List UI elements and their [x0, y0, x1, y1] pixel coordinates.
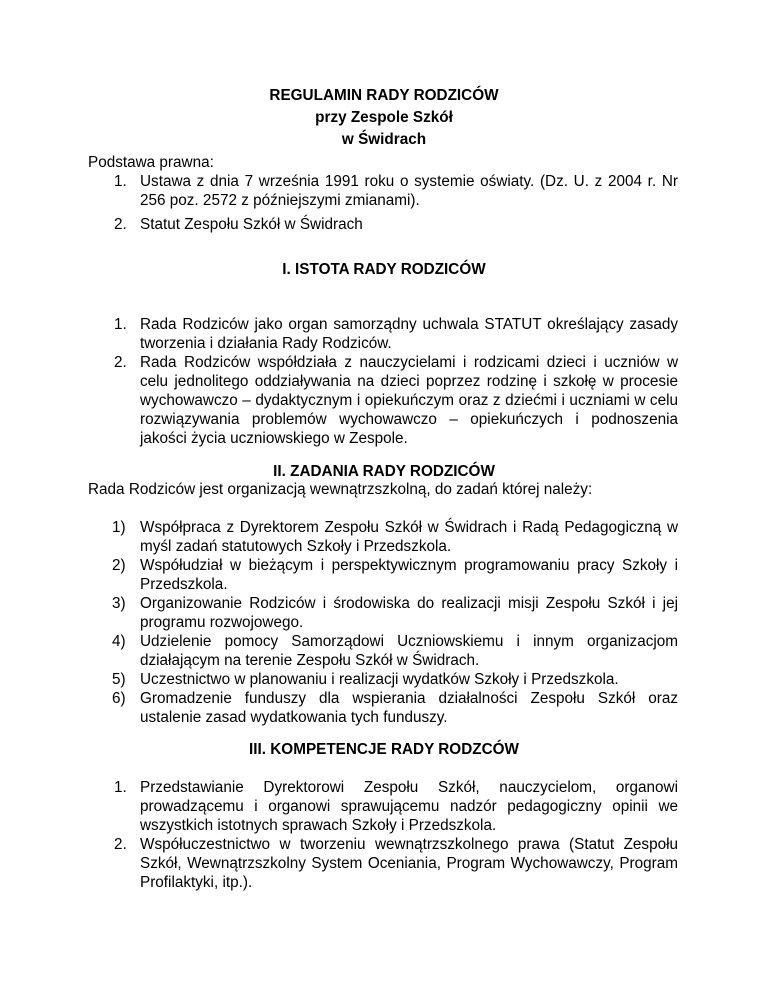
list-item-text: Ustawa z dnia 7 września 1991 roku o systemie oświaty. (Dz. U. z 2004 r. Nr 256 poz. 2572 z późniejszymi zmianami). [140, 173, 678, 209]
section-2-list [88, 518, 678, 727]
list-item [88, 778, 678, 835]
document-subtitle: przy Zespole Szkół [315, 109, 453, 126]
list-item-number: 6) [112, 690, 126, 707]
list-item [88, 518, 678, 556]
list-item [88, 689, 678, 727]
section-1-list [88, 315, 678, 448]
document-title: REGULAMIN RADY RODZICÓW [269, 87, 499, 104]
list-item-number: 1. [114, 173, 127, 190]
list-item [88, 594, 678, 632]
list-item-text: Organizowanie Rodziców i środowiska do realizacji misji Zespołu Szkół i jej programu rozwojowego. [140, 595, 678, 631]
list-item-number: 1. [114, 316, 127, 333]
list-item-text: Współuczestnictwo w tworzeniu wewnątrzszkolnego prawa (Statut Zespołu Szkół, Wewnątrzszkolny System Oceniania, Program Wychowawczy, Program Profilaktyki, itp.). [140, 836, 678, 891]
section-heading-2: II. ZADANIA RADY RODZICÓW [273, 463, 495, 480]
list-item-text: Statut Zespołu Szkół w Świdrach [140, 216, 363, 233]
list-item [88, 353, 678, 448]
list-item-number: 3) [112, 595, 126, 612]
section-heading-3: III. KOMPETENCJE RADY RODZCÓW [249, 741, 519, 758]
list-item-text: Udzielenie pomocy Samorządowi Uczniowskiemu i innym organizacjom działającym na terenie Zespołu Szkół w Świdrach. [140, 633, 678, 669]
list-item-number: 4) [112, 633, 126, 650]
document-location: w Świdrach [341, 131, 427, 148]
list-item-number: 1) [112, 519, 126, 536]
list-item-text: Rada Rodziców jako organ samorządny uchwala STATUT określający zasady tworzenia i działania Rady Rodziców. [140, 316, 678, 352]
list-item-number: 5) [112, 671, 126, 688]
list-item-text: Gromadzenie funduszy dla wspierania działalności Zespołu Szkół oraz ustalenie zasad wydatkowania tych funduszy. [140, 690, 678, 726]
list-item-number: 2. [114, 836, 127, 853]
section-heading-1: I. ISTOTA RADY RODZICÓW [282, 261, 486, 278]
list-item-number: 1. [114, 779, 127, 796]
list-item-number: 2) [112, 557, 126, 574]
section-2-intro: Rada Rodziców jest organizacją wewnątrzszkolną, do zadań której należy: [88, 481, 593, 498]
list-item [88, 670, 678, 689]
legal-basis-label: Podstawa prawna: [88, 154, 214, 171]
list-item [88, 315, 678, 353]
list-item-text: Współpraca z Dyrektorem Zespołu Szkół w Świdrach i Radą Pedagogiczną w myśl zadań statutowych Szkoły i Przedszkola. [140, 519, 678, 555]
section-3-list [88, 778, 678, 892]
list-item [88, 556, 678, 594]
section-3-body [88, 778, 678, 892]
list-item-text: Rada Rodziców współdziała z nauczycielami i rodzicami dzieci i uczniów w celu jednolitego oddziaływania na dzieci poprzez rodzinę i szkołę w procesie wychowawczo – dydaktycznym i opiekuńczym oraz z dziećmi i uczniami w celu rozwiązywania problemów wychowawczo – opiekuńczych i podnoszenia jakości życia uczniowskiego w Zespole. [140, 354, 678, 447]
section-2-body [88, 518, 678, 727]
list-item-text: Uczestnictwo w planowaniu i realizacji wydatków Szkoły i Przedszkola. [140, 671, 619, 688]
legal-basis [88, 153, 678, 234]
list-item [88, 632, 678, 670]
section-1-body [88, 315, 678, 448]
list-item-number: 2. [114, 354, 127, 371]
list-item [88, 172, 678, 210]
list-item [88, 835, 678, 892]
list-item-text: Przedstawianie Dyrektorowi Zespołu Szkół, nauczycielom, organowi prowadzącemu i organowi sprawującemu nadzór pedagogiczny opinii we wszystkich istotnych sprawach Szkoły i Przedszkola. [140, 779, 678, 834]
list-item-text: Współudział w bieżącym i perspektywicznym programowaniu pracy Szkoły i Przedszkola. [140, 557, 678, 593]
legal-basis-list [88, 172, 678, 234]
list-item [88, 215, 678, 234]
list-item-number: 2. [114, 216, 127, 233]
